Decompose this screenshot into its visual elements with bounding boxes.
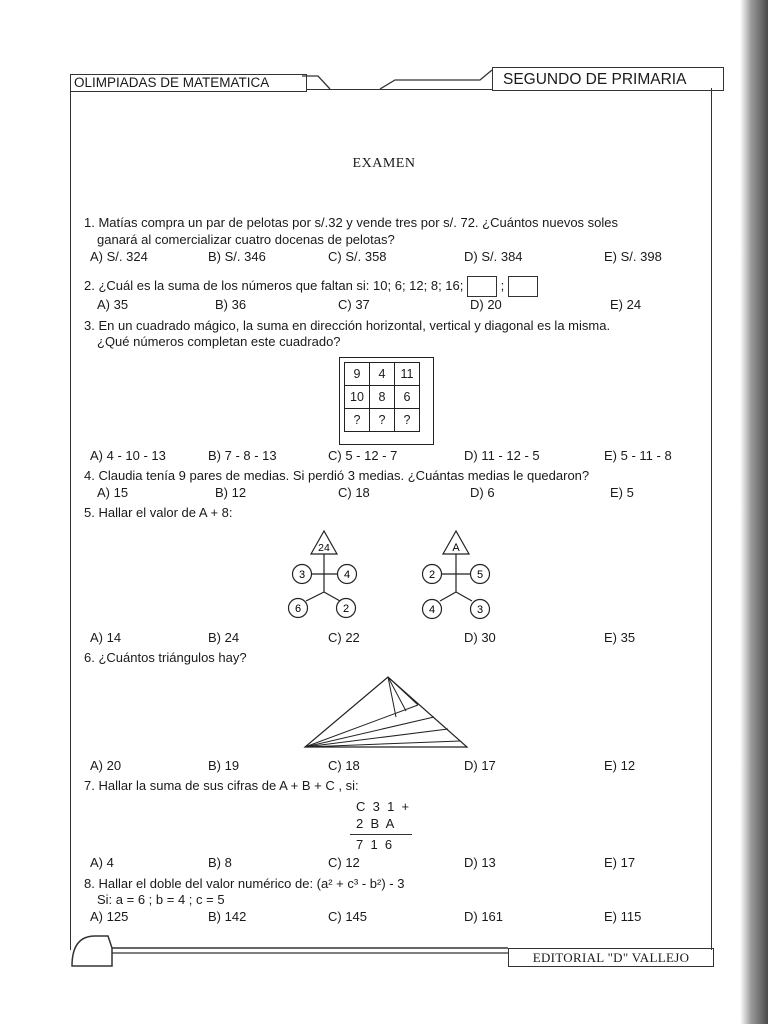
scan-shadow: [740, 0, 768, 1024]
q6-option-a: A) 20: [90, 758, 122, 773]
q7-option-c: C) 12: [328, 855, 360, 870]
q7-text: 7. Hallar la suma de sus cifras de A + B + C , si:: [84, 778, 359, 793]
q6-text: 6. ¿Cuántos triángulos hay?: [84, 650, 247, 665]
q1-option-d: D) S/. 384: [464, 249, 523, 264]
q8-option-e: E) 115: [604, 909, 642, 924]
magic-cell: ?: [345, 409, 370, 432]
fig1-bottom-right: 2: [342, 603, 350, 615]
q2-text: [84, 276, 538, 297]
magic-cell: 6: [395, 386, 420, 409]
q2-question: 2. ¿Cuál es la suma de los números que faltan si: 10; 6; 12; 8; 16;: [84, 277, 464, 293]
q4-option-e: E) 5: [610, 485, 634, 500]
q7-option-a: A) 4: [90, 855, 114, 870]
fig2-right: 5: [476, 569, 484, 581]
magic-cell: ?: [370, 409, 395, 432]
q2-option-a: A) 35: [97, 297, 129, 312]
q5-figure-2: [418, 530, 498, 630]
q4-option-a: A) 15: [97, 485, 129, 500]
q7-option-d: D) 13: [464, 855, 496, 870]
q5-option-b: B) 24: [208, 630, 240, 645]
q1-option-a: A) S/. 324: [90, 249, 148, 264]
q8-option-d: D) 161: [464, 909, 504, 924]
magic-cell: 11: [395, 363, 420, 386]
magic-cell: 4: [370, 363, 395, 386]
q5-option-c: C) 22: [328, 630, 360, 645]
exam-title: EXAMEN: [352, 156, 416, 171]
q8-text: 8. Hallar el doble del valor numérico de: (a² + c³ - b²) - 3: [84, 876, 405, 891]
fig1-right: 4: [343, 569, 351, 581]
q4-option-b: B) 12: [215, 485, 247, 500]
fig2-bottom-left: 4: [428, 604, 436, 616]
header-right-title: SEGUNDO DE PRIMARIA: [492, 67, 724, 91]
q3-option-a: A) 4 - 10 - 13: [90, 448, 166, 463]
q2-option-b: B) 36: [215, 297, 247, 312]
q5-figure-1: [286, 530, 366, 630]
q7-row1: C 3 1 +: [356, 799, 410, 814]
q3-option-b: B) 7 - 8 - 13: [208, 448, 277, 463]
q5-text: 5. Hallar el valor de A + 8:: [84, 505, 233, 520]
q1-option-b: B) S/. 346: [208, 249, 266, 264]
q2-option-e: E) 24: [610, 297, 642, 312]
q2-option-d: D) 20: [470, 297, 502, 312]
q3-text-line1: 3. En un cuadrado mágico, la suma en dirección horizontal, vertical y diagonal es la misma.: [84, 318, 611, 333]
fig1-bottom-left: 6: [294, 603, 302, 615]
q1-text-line2: ganará al comercializar cuatro docenas de pelotas?: [97, 232, 395, 247]
q3-option-c: C) 5 - 12 - 7: [328, 448, 398, 463]
q5-option-d: D) 30: [464, 630, 496, 645]
q3-text-line2: ¿Qué números completan este cuadrado?: [97, 334, 341, 349]
q6-option-b: B) 19: [208, 758, 240, 773]
magic-cell: 10: [345, 386, 370, 409]
fig1-top: 24: [318, 542, 330, 554]
fig2-left: 2: [428, 569, 436, 581]
q8-option-c: C) 145: [328, 909, 368, 924]
q7-option-b: B) 8: [208, 855, 232, 870]
q1-text-line1: 1. Matías compra un par de pelotas por s/.32 y vende tres por s/. 72. ¿Cuántos nuevos soles: [84, 215, 619, 230]
q8-given: Si: a = 6 ; b = 4 ; c = 5: [97, 892, 225, 907]
q6-option-c: C) 18: [328, 758, 360, 773]
q8-option-a: A) 125: [90, 909, 129, 924]
q6-option-d: D) 17: [464, 758, 496, 773]
q8-option-b: B) 142: [208, 909, 247, 924]
q2-blank-1: [467, 276, 497, 297]
q6-option-e: E) 12: [604, 758, 636, 773]
q1-option-e: E) S/. 398: [604, 249, 662, 264]
fig1-left: 3: [298, 569, 306, 581]
q7-option-e: E) 17: [604, 855, 636, 870]
q4-option-c: C) 18: [338, 485, 370, 500]
q1-option-c: C) S/. 358: [328, 249, 387, 264]
q5-option-a: A) 14: [90, 630, 122, 645]
fig2-top: A: [452, 542, 460, 554]
q7-row3: 7 1 6: [356, 837, 393, 852]
q4-option-d: D) 6: [470, 485, 495, 500]
q7-row2: 2 B A: [356, 816, 395, 831]
q5-option-e: E) 35: [604, 630, 636, 645]
fig2-bottom-right: 3: [476, 604, 484, 616]
q2-blank-2: [508, 276, 538, 297]
footer-publisher: EDITORIAL "D" VALLEJO: [508, 948, 714, 967]
q4-text: 4. Claudia tenía 9 pares de medias. Si perdió 3 medias. ¿Cuántas medias le quedaron?: [84, 468, 590, 483]
q7-sum-line: [350, 834, 412, 835]
q3-option-d: D) 11 - 12 - 5: [464, 448, 540, 463]
q2-separator: ;: [500, 277, 505, 293]
header-left-title: OLIMPIADAS DE MATEMATICA: [70, 74, 307, 92]
q6-triangle-figure: [300, 675, 470, 755]
q3-option-e: E) 5 - 11 - 8: [604, 448, 672, 463]
magic-cell: ?: [395, 409, 420, 432]
magic-cell: 9: [345, 363, 370, 386]
q2-option-c: C) 37: [338, 297, 370, 312]
magic-square: [344, 362, 420, 432]
magic-cell: 8: [370, 386, 395, 409]
